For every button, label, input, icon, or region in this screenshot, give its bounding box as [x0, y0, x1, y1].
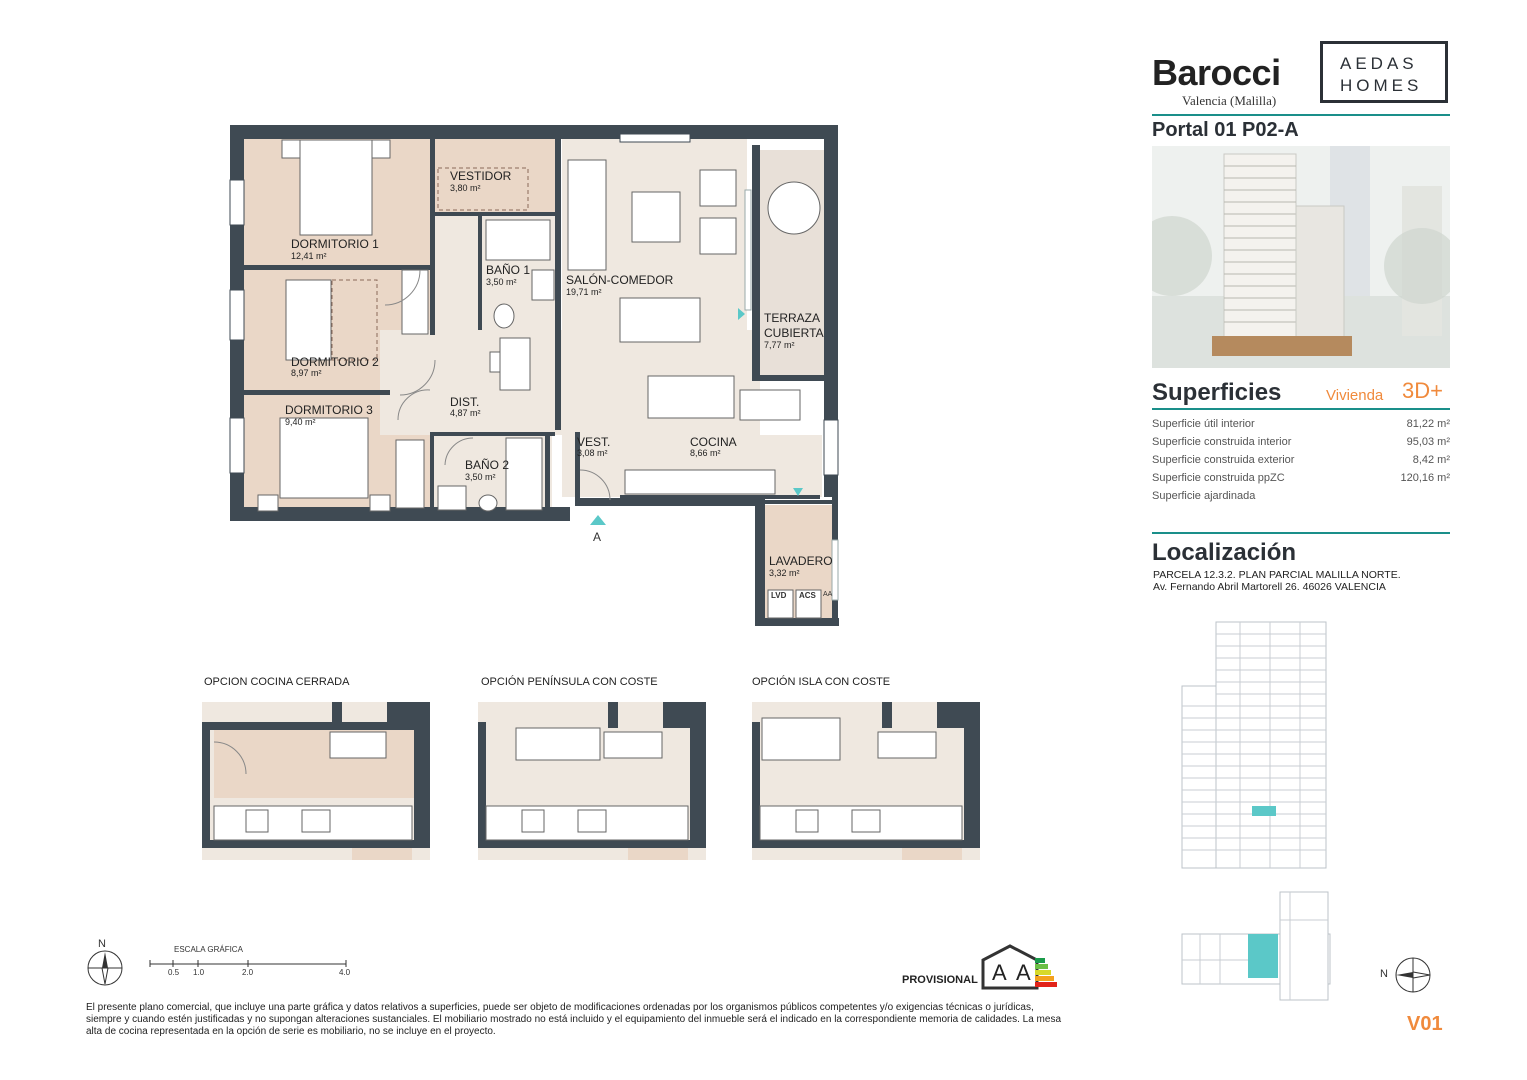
compass-site-icon [1390, 955, 1436, 995]
building-render-image [1152, 146, 1450, 368]
room-name-bano-2: BAÑO 2 [465, 458, 510, 472]
room-area-vest: 3,08 m² [577, 448, 608, 458]
superficie-row [1152, 490, 1450, 502]
energy-provisional-label: PROVISIONAL [902, 974, 978, 986]
superficie-value: 8,42 m² [1412, 454, 1450, 466]
scale-title: ESCALA GRÁFICA [174, 945, 243, 954]
room-area-dormitorio-1: 12,41 m² [291, 251, 327, 261]
aa-label: AA [823, 591, 833, 598]
aedas-logo-frame-top [1320, 41, 1448, 44]
superficie-value: 95,03 m² [1406, 436, 1450, 448]
superficie-value: 120,16 m² [1400, 472, 1450, 484]
superficie-label: Superficie útil interior [1152, 418, 1255, 430]
option-title-cerrada: OPCION COCINA CERRADA [204, 676, 350, 688]
room-area-bano-1: 3,50 m² [486, 277, 517, 287]
option-title-peninsula: OPCIÓN PENÍNSULA CON COSTE [481, 676, 658, 688]
superficie-value: 81,22 m² [1406, 418, 1450, 430]
room-area-vestidor: 3,80 m² [450, 183, 481, 193]
brand-line-1: AEDAS [1340, 54, 1418, 73]
compass-north-label: N [98, 938, 106, 950]
room-name-lavadero: LAVADERO [769, 554, 833, 568]
localizacion-line-2: Av. Fernando Abril Martorell 26. 46026 VALENCIA [1153, 581, 1386, 593]
superficie-row [1152, 436, 1450, 448]
room-area-bano-2: 3,50 m² [465, 472, 496, 482]
room-name-dormitorio-3: DORMITORIO 3 [285, 403, 373, 417]
entrance-label: A [593, 530, 602, 544]
room-name-dormitorio-1: DORMITORIO 1 [291, 237, 379, 251]
acs-label: ACS [799, 591, 816, 600]
scale-tick-4-0: 4.0 [339, 968, 351, 977]
building-elevation-diagram [1180, 620, 1330, 872]
aedas-logo-frame [1320, 100, 1448, 103]
option-title-isla: OPCIÓN ISLA CON COSTE [752, 676, 891, 688]
scale-tick-2-0: 2.0 [242, 968, 254, 977]
room-area-cocina: 8,66 m² [690, 448, 721, 458]
vivienda-type: 3D+ [1402, 378, 1443, 403]
site-plan-diagram [1180, 890, 1332, 1002]
superficie-label: Superficie construida interior [1152, 436, 1292, 448]
project-location: Valencia (Malilla) [1182, 93, 1277, 108]
scale-bar [148, 958, 348, 968]
localizacion-divider [1152, 532, 1450, 534]
room-name-terraza-2: CUBIERTA [764, 326, 824, 340]
room-name-vestidor: VESTIDOR [450, 169, 512, 183]
scale-tick-0-5: 0.5 [168, 968, 180, 977]
localizacion-title: Localización [1152, 539, 1297, 566]
option-plan-peninsula [478, 702, 706, 860]
compass-north-icon [86, 948, 128, 988]
superficies-title: Superficies [1152, 379, 1282, 406]
brand-line-2: HOMES [1340, 76, 1423, 95]
disclaimer-text: El presente plano comercial, que incluye una parte gráfica y datos relativos a superficies, puede ser objeto de modificaciones ordenadas por los organismos públicos competentes y/o exigencias técnicas o jurídicas, siempre y cuando estén justificadas y no supongan alteraciones sustanciales. El mobiliario mostrado no está incluido y el equipamiento del inmueble será el indicado en la correspondiente memoria de calidades. La mesa alta de cocina representada en la opción de serie es mobiliario, no se incluye en el proyecto. [86, 1002, 1062, 1037]
vivienda-label: Vivienda [1326, 387, 1384, 404]
room-area-dormitorio-2: 8,97 m² [291, 368, 322, 378]
room-area-salon-comedor: 19,71 m² [566, 287, 602, 297]
room-name-dormitorio-2: DORMITORIO 2 [291, 355, 379, 369]
superficie-row [1152, 454, 1450, 466]
room-name-cocina: COCINA [690, 435, 737, 449]
room-name-vest: VEST. [577, 435, 611, 449]
superficie-row [1152, 418, 1450, 430]
room-name-dist: DIST. [450, 395, 480, 409]
energy-rating-1: A [992, 960, 1007, 985]
room-name-bano-1: BAÑO 1 [486, 263, 531, 277]
energy-rating-2: A [1016, 960, 1031, 985]
unit-title: Portal 01 P02-A [1152, 119, 1299, 141]
superficie-label: Superficie construida exterior [1152, 454, 1295, 466]
scale-tick-1-0: 1.0 [193, 968, 205, 977]
superficies-divider [1152, 408, 1450, 410]
aedas-logo-frame-right [1445, 41, 1448, 103]
superficie-label: Superficie construida ppZC [1152, 472, 1285, 484]
compass-site-north-label: N [1380, 968, 1388, 980]
localizacion-line-1: PARCELA 12.3.2. PLAN PARCIAL MALILLA NORTE. [1153, 569, 1401, 581]
option-plan-cerrada [202, 702, 430, 860]
project-title: Barocci [1152, 52, 1281, 93]
option-plan-isla [752, 702, 980, 860]
superficie-label: Superficie ajardinada [1152, 490, 1256, 502]
room-area-terraza: 7,77 m² [764, 340, 795, 350]
version-label: V01 [1407, 1013, 1443, 1035]
room-name-salon-comedor: SALÓN-COMEDOR [566, 273, 674, 287]
room-area-dist: 4,87 m² [450, 408, 481, 418]
superficie-row [1152, 472, 1450, 484]
room-area-lavadero: 3,32 m² [769, 568, 800, 578]
lvd-label: LVD [771, 591, 787, 600]
room-name-terraza: TERRAZA [764, 311, 821, 325]
header-divider [1152, 114, 1450, 116]
room-area-dormitorio-3: 9,40 m² [285, 417, 316, 427]
